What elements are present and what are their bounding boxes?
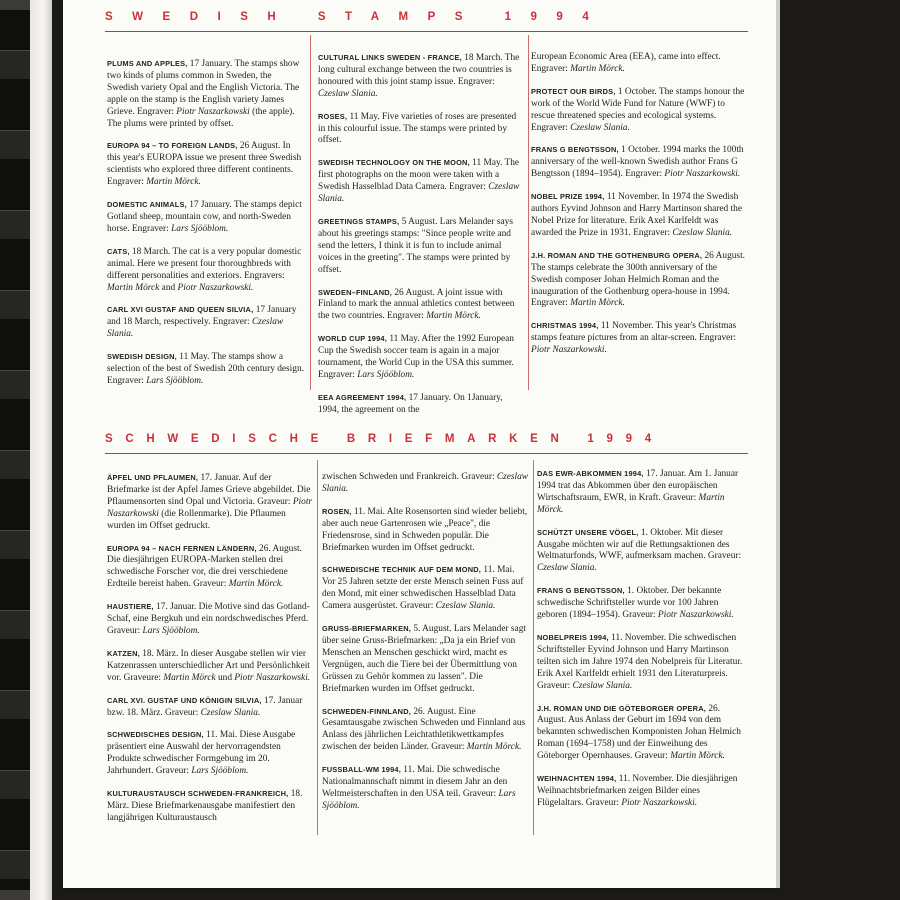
engraver-name: Martin Mörck. <box>537 492 725 515</box>
engraver-name: Piotr Naszarkowski. <box>177 282 254 293</box>
entry-text: 17 January. On 1January, 1994, the agreement on the <box>318 392 503 415</box>
entry-heading: SCHWEDISCHES DESIGN, <box>107 730 204 740</box>
entry-heading: FRANS G BENGTSSON, <box>537 586 625 596</box>
stamp-entry <box>322 506 529 555</box>
entry-text: 17 January. The stamps show two kinds of plums common in Sweden, the Swedish variety Opal and the English Victoria. The apple on the stamp is the English variety James Grieve. Engraver: <box>107 59 300 117</box>
entry-text: 11. Mai. Diese Ausgabe präsentiert eine Auswahl der hervorragendsten Produkte schwedischer Formgebung im 20. Jahrhundert. Graveur: <box>107 730 296 777</box>
section-header-german <box>105 430 748 454</box>
stamp-entry <box>107 472 314 533</box>
entry-heading: SWEDISH DESIGN, <box>107 352 177 362</box>
entry-heading: NOBEL PRIZE 1994, <box>531 192 605 202</box>
entry-heading: SCHWEDEN-FINNLAND, <box>322 706 411 716</box>
entry-heading: DOMESTIC ANIMALS, <box>107 200 187 210</box>
en-column-2 <box>318 52 521 427</box>
entry-text: 1. Oktober. Der bekannte schwedische Schriftsteller wurde vor 100 Jahren geboren (1894–1954). Graveur: <box>537 586 722 621</box>
stamp-entry <box>318 287 521 324</box>
entry-heading: HAUSTIERE, <box>107 602 154 612</box>
entry-heading: NOBELPREIS 1994, <box>537 632 609 642</box>
entry-heading: CHRISTMAS 1994, <box>531 321 599 331</box>
section-title: SWEDISH STAMPS 1994 <box>105 11 609 23</box>
stock-strip-pocket <box>0 50 30 79</box>
stamp-entry <box>531 191 749 240</box>
stamp-entry <box>107 729 314 778</box>
stamp-entry <box>322 564 529 613</box>
entry-heading: FUSSBALL-WM 1994, <box>322 765 401 775</box>
stock-strip-pocket <box>0 210 30 239</box>
stamp-entry <box>318 392 521 417</box>
sheet-edge <box>776 0 780 888</box>
entry-text: zwischen Schweden und Frankreich. Graveur: <box>322 472 497 482</box>
column-divider <box>533 460 534 835</box>
column-divider <box>317 460 318 835</box>
entry-text: 26 August. In this year's EUROPA issue we present three Swedish scientists who explored three different continents. Engraver: <box>107 141 302 188</box>
engraver-name: Piotr Naszarkowski. <box>531 345 607 356</box>
entry-heading: J.H. ROMAN AND THE GOTHENBURG OPERA, <box>531 250 703 260</box>
entry-heading: CARL XVI. GUSTAF UND KÖNIGIN SILVIA, <box>107 695 262 705</box>
entry-text: 17. Januar bzw. 18. März. Graveur: <box>107 695 303 718</box>
entry-text: 1. Oktober. Mit dieser Ausgabe möchten wir auf die Rettungsaktionen des Weltnaturfonds, WWF, aufmerksam machen. Graveur: <box>537 527 742 562</box>
engraver-name: Martin Mörck. <box>228 579 284 590</box>
entry-heading: GREETINGS STAMPS, <box>318 216 400 226</box>
entry-heading: ÄPFEL UND PFLAUMEN, <box>107 473 199 482</box>
stamp-entry <box>318 52 521 101</box>
stamp-entry <box>107 695 314 720</box>
stamp-entry <box>537 468 747 517</box>
engraver-name: Martin Mörck. <box>570 63 625 74</box>
entry-text: 11 November. In 1974 the Swedish authors Eyvind Johnson and Harry Martinson shared the Nobel Prize for literature. Erik Axel Karlfeldt was awarded the Prize in 1931. Engraver: <box>531 192 742 238</box>
engraver-name: Czeslaw Slania. <box>672 227 733 238</box>
engraver-name: Martin Mörck. <box>570 298 625 309</box>
entry-text: 11. Mai. Alte Rosensorten sind wieder beliebt, aber auch neue Gartenrosen wie „Peace", die Friedensrose, sind in Schweden populär. Die Briefmarken wurden im Offset gedruckt. <box>322 506 528 553</box>
stamp-stock-strips <box>0 10 30 890</box>
engraver-name: Piotr Naszarkowski. <box>657 610 734 621</box>
engraver-name: Piotr Naszarkowski <box>176 106 250 117</box>
entry-heading: SWEDISH TECHNOLOGY ON THE MOON, <box>318 158 470 168</box>
entry-heading: WEIHNACHTEN 1994, <box>537 774 617 784</box>
engraver-name: Piotr Naszarkowski. <box>234 672 311 683</box>
entry-text: 26 August. A joint issue with Finland to mark the annual athletics contest between the two countries. Engraver: <box>318 287 515 322</box>
engraver-name: Czeslaw Slania. <box>572 680 633 691</box>
entry-heading: DAS EWR-ABKOMMEN 1994, <box>537 469 644 478</box>
entry-text: 1 October. 1994 marks the 100th anniversary of the well-known Swedish author Frans G Bengtsson (1894–1954). Engraver: <box>531 145 744 180</box>
engraver-name: Martin Mörck <box>107 282 160 293</box>
entry-text: 5 August. Lars Melander says about his greetings stamps: "Since people write and send the letters, I think it is fun to include animal voices in the greeting". The stamps were printed by offset. <box>318 216 513 275</box>
engraver-name: Czeslaw Slania. <box>107 317 284 340</box>
engraver-name: Lars Sjööblom. <box>191 766 249 777</box>
entry-text: 1 October. The stamps honour the work of the World Wide Fund for Nature (WWF) to rescue threatened species and ecological systems. Engraver: <box>531 86 745 133</box>
de-column-1 <box>107 472 314 835</box>
stamp-info-sheet <box>63 0 776 888</box>
entry-text: European Economic Area (EEA), came into effect. Engraver: <box>531 52 721 74</box>
stamp-entry <box>537 527 747 576</box>
stamp-entry <box>531 144 749 181</box>
engraver-name: Martin Mörck <box>163 672 216 683</box>
entry-heading: GRUSS-BRIEFMARKEN, <box>322 624 412 634</box>
stock-strip-pocket <box>0 850 30 879</box>
engraver-name: Czeslaw Slania. <box>537 563 597 574</box>
entry-heading: SCHÜTZT UNSERE VÖGEL, <box>537 527 639 537</box>
stamp-entry <box>531 250 749 311</box>
entry-text: 18. März. In dieser Ausgabe stellen wir vier Katzenrassen unterschiedlicher Art und Persönlichkeit vor. Graveure: <box>107 648 310 683</box>
column-divider <box>528 35 529 390</box>
album-spine <box>30 0 52 900</box>
stock-strip-pocket <box>0 610 30 639</box>
stamp-entry <box>318 157 521 206</box>
entry-text: 17 January and 18 March, respectively. Engraver: <box>107 305 297 328</box>
entry-text: 18 March. The cat is a very popular domestic animal. Here we present four thoroughbreds with different personalities and exteriors. Engravers: <box>107 246 302 281</box>
de-column-2 <box>322 472 529 823</box>
entry-text: 11. November. Die diesjährigen Weihnachtsbriefmarken zeigen Bilder eines Flügelaltars. Graveur: <box>537 774 738 808</box>
entry-text: 11. Mai. Vor 25 Jahren setzte der erste Mensch seinen Fuss auf den Mond, mit einer schwedischen Hasselblad Data Camera ausgerüstet. Graveur: <box>322 565 524 612</box>
stamp-entry <box>322 706 529 755</box>
engraver-name: Lars Sjööblom. <box>357 369 415 380</box>
stamp-entry <box>531 52 749 76</box>
engraver-name: Lars Sjööblom. <box>142 625 200 636</box>
entry-heading: EEA AGREEMENT 1994, <box>318 392 407 402</box>
entry-heading: CARL XVI GUSTAF AND QUEEN SILVIA, <box>107 305 254 315</box>
stamp-entry <box>322 764 529 813</box>
engraver-name: Martin Mörck. <box>466 742 522 753</box>
stamp-entry <box>537 632 747 693</box>
engraver-name: Piotr Naszarkowski <box>107 496 313 519</box>
stock-strip-pocket <box>0 130 30 159</box>
engraver-name: Czeslaw Slania. <box>570 122 630 133</box>
stamp-entry <box>322 623 529 695</box>
engraver-name: Lars Sjööblom. <box>171 223 229 234</box>
entry-text: and <box>159 282 178 293</box>
engraver-name: Lars Sjööblom. <box>322 788 516 811</box>
entry-heading: FRANS G BENGTSSON, <box>531 145 619 155</box>
stamp-entry <box>107 351 305 388</box>
entry-text: 26. August. Eine Gesamtausgabe zwischen Schweden und Finnland aus Anlass des jährlichen Leichtathletikwettkampfes zwischen der beiden Länder. Graveur: <box>322 706 526 753</box>
entry-text: 17. Januar. Auf der Briefmarke ist der Apfel James Grieve abgebildet. Die Pflaumensorten sind Opal und Victoria. Graveur: <box>107 473 311 507</box>
entry-text: 11 May. After the 1992 European Cup the Swedish soccer team is again in a major tournament, the World Cup in the USA this summer. Engraver: <box>318 334 514 380</box>
engraver-name: Martin Mörck. <box>670 751 725 762</box>
stamp-entry <box>318 111 521 148</box>
engraver-name: Czeslaw Slania. <box>318 88 378 99</box>
section-title: SCHWEDISCHE BRIEFMARKEN 1994 <box>105 433 664 445</box>
stamp-entry <box>537 773 747 810</box>
entry-heading: PLUMS AND APPLES, <box>107 59 188 68</box>
entry-text: 26. August. Die diesjährigen EUROPA-Marken stellen drei schwedische Forscher vor, die drei verschiedene Erdteile bereist haben. Graveur: <box>107 543 302 590</box>
entry-text: 11 November. This year's Christmas stamps feature pictures from an altar-screen. Engraver: <box>531 321 737 344</box>
engraver-name: Martin Mörck. <box>426 311 481 322</box>
column-divider <box>310 35 311 390</box>
entry-heading: CULTURAL LINKS SWEDEN - FRANCE, <box>318 53 462 62</box>
engraver-name: Czeslaw Slania. <box>318 182 520 205</box>
stamp-entry <box>107 601 314 638</box>
section-rule <box>105 453 748 454</box>
entry-text: 26 August. The stamps celebrate the 300th anniversary of the Swedish composer Johan Helmich Roman and the inauguration of the Gothenburg opera-house in 1994. Engraver: <box>531 250 746 309</box>
entry-text: 5. August. Lars Melander sagt über seine Gruss-Briefmarken: „Da ja ein Brief von Menschen an Menschen geschickt wird, macht es Vergnügen, auch die Tiere bei der Übermittlung von Grüssen zu Gehör kommen zu lassen". Die Briefmarken wurden im Offset gedruckt. <box>322 624 526 694</box>
entry-text: 26. August. Aus Anlass der Geburt im 1694 von dem bekannten schwedischen Komponisten Johan Helmich Roman (1694–1758) und der Einweihung des Göteborger Opernhauses. Graveur: <box>537 703 741 762</box>
entry-heading: CATS, <box>107 246 130 256</box>
engraver-name: Martin Mörck. <box>146 177 201 188</box>
section-rule <box>105 31 748 32</box>
stamp-entry <box>322 472 529 496</box>
stamp-entry <box>537 585 747 622</box>
entry-text: 11 May. Five varieties of roses are presented in this colourful issue. The stamps were printed by offset. <box>318 111 517 146</box>
album-left-page <box>0 0 52 900</box>
de-column-3 <box>537 468 747 820</box>
stock-strip-pocket <box>0 290 30 319</box>
engraver-name: Piotr Naszarkowski. <box>664 169 741 180</box>
stock-strip-pocket <box>0 690 30 719</box>
entry-text: 11 May. The first photographs on the moon were taken with a Swedish Hasselblad Data Camera. Engraver: <box>318 158 520 193</box>
en-column-3 <box>531 52 749 367</box>
entry-heading: J.H. ROMAN UND DIE GÖTEBORGER OPERA, <box>537 703 706 713</box>
stamp-entry <box>318 333 521 382</box>
stamp-entry <box>107 140 305 189</box>
engraver-name: Czeslaw Slania. <box>435 601 496 612</box>
en-column-1 <box>107 58 305 398</box>
entry-text: (the apple). The plums were printed by offset. <box>107 106 295 129</box>
entry-heading: KATZEN, <box>107 648 140 658</box>
entry-heading: ROSEN, <box>322 506 352 516</box>
entry-heading: ROSES, <box>318 111 348 121</box>
stock-strip-pocket <box>0 450 30 479</box>
stock-strip-pocket <box>0 370 30 399</box>
stamp-entry <box>107 199 305 236</box>
entry-text: 17. Januar. Die Motive sind das Gotland-Schaf, eine Bergkuh und ein nordschwedisches Pferd. Graveur: <box>107 602 310 636</box>
stock-strip-pocket <box>0 530 30 559</box>
stock-strip-pocket <box>0 770 30 799</box>
entry-text: (die Rollenmarke). Die Pflaumen wurden im Offset gedruckt. <box>107 508 286 531</box>
stamp-entry <box>107 648 314 685</box>
stamp-entry <box>107 543 314 592</box>
engraver-name: Piotr Naszarkowski. <box>621 797 698 808</box>
stamp-entry <box>107 246 305 295</box>
entry-text: 17. Januar. Am 1. Januar 1994 trat das Abkommen über den europäischen Wirtschaftsraum, EWR, in Kraft. Graveur: <box>537 469 739 503</box>
stamp-entry <box>107 58 305 130</box>
stamp-entry <box>537 703 747 764</box>
stamp-entry <box>107 304 305 341</box>
section-header-english <box>105 8 748 32</box>
entry-heading: SWEDEN–FINLAND, <box>318 287 393 297</box>
entry-text: 17 January. The stamps depict Gotland sheep, mountain cow, and north-Sweden horse. Engraver: <box>107 200 302 234</box>
stamp-entry <box>107 788 314 825</box>
entry-text: 11 May. The stamps show a selection of the best of Swedish 20th century design. Engraver: <box>107 352 304 386</box>
engraver-name: Czeslaw Slania. <box>200 707 261 718</box>
entry-text: 11. November. Die schwedischen Schriftsteller Eyvind Johnson und Harry Martinson teilten sich im Jahre 1974 den Nobelpreis für Literatur. Erik Axel Karlfeldt erhielt 1931 den Literaturpreis. Graveur: <box>537 632 743 691</box>
engraver-name: Lars Sjööblom. <box>146 375 204 386</box>
stamp-entry <box>531 320 749 357</box>
entry-text: 18 March. The long cultural exchange between the two countries is honoured with this joint stamp issue. Engraver: <box>318 53 520 87</box>
stamp-entry <box>531 86 749 135</box>
entry-heading: PROTECT OUR BIRDS, <box>531 86 616 96</box>
entry-heading: EUROPA 94 – NACH FERNEN LÄNDERN, <box>107 543 257 553</box>
entry-text: 18. März. Diese Briefmarkenausgabe manifestiert den langjährigen Kulturaustausch <box>107 789 303 823</box>
engraver-name: Czeslaw Slania. <box>322 472 529 494</box>
stamp-entry <box>318 216 521 277</box>
entry-text: 11. Mai. Die schwedische Nationalmannschaft nimmt in diesem Jahr an den Weltmeisterschaften in den USA teil. Graveur: <box>322 765 508 799</box>
entry-heading: SCHWEDISCHE TECHNIK AUF DEM MOND, <box>322 565 482 575</box>
entry-heading: EUROPA 94 – TO FOREIGN LANDS, <box>107 141 238 151</box>
entry-heading: KULTURAUSTAUSCH SCHWEDEN-FRANKREICH, <box>107 789 289 799</box>
entry-heading: WORLD CUP 1994, <box>318 334 387 344</box>
entry-text: und <box>215 672 235 683</box>
